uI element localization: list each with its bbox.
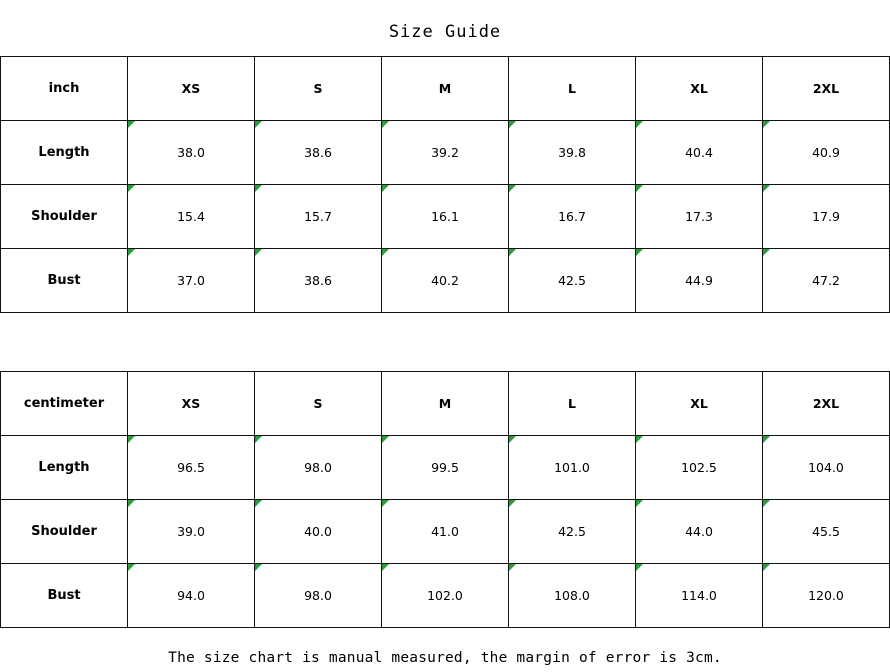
cell-length-xs: 38.0	[128, 121, 255, 185]
cell-bust-xl: 44.9	[636, 249, 763, 313]
cell-bust-xs: 94.0	[128, 564, 255, 628]
table-row	[1, 249, 890, 313]
cell-shoulder-xs: 39.0	[128, 500, 255, 564]
table-row	[1, 436, 890, 500]
cell-shoulder-xl: 17.3	[636, 185, 763, 249]
column-header-s: S	[255, 372, 382, 436]
cell-length-m: 39.2	[382, 121, 509, 185]
column-header-xl: XL	[636, 57, 763, 121]
table-separator	[0, 313, 890, 371]
cell-length-s: 98.0	[255, 436, 382, 500]
column-header-l: L	[509, 372, 636, 436]
cell-length-2xl: 104.0	[763, 436, 890, 500]
cell-shoulder-s: 40.0	[255, 500, 382, 564]
column-header-2xl: 2XL	[763, 57, 890, 121]
cell-length-xs: 96.5	[128, 436, 255, 500]
cell-shoulder-m: 16.1	[382, 185, 509, 249]
cell-shoulder-xl: 44.0	[636, 500, 763, 564]
cell-shoulder-l: 16.7	[509, 185, 636, 249]
cell-length-m: 99.5	[382, 436, 509, 500]
centimeter-size-table	[0, 371, 890, 628]
column-header-m: M	[382, 372, 509, 436]
cell-length-xl: 102.5	[636, 436, 763, 500]
table-row	[1, 500, 890, 564]
cell-bust-m: 40.2	[382, 249, 509, 313]
cell-bust-xl: 114.0	[636, 564, 763, 628]
cell-length-xl: 40.4	[636, 121, 763, 185]
column-header-xl: XL	[636, 372, 763, 436]
cell-shoulder-l: 42.5	[509, 500, 636, 564]
table-row	[1, 185, 890, 249]
cell-shoulder-2xl: 45.5	[763, 500, 890, 564]
column-header-m: M	[382, 57, 509, 121]
column-header-xs: XS	[128, 372, 255, 436]
table-header-row	[1, 372, 890, 436]
cell-bust-xs: 37.0	[128, 249, 255, 313]
column-header-2xl: 2XL	[763, 372, 890, 436]
cell-length-l: 39.8	[509, 121, 636, 185]
row-label-bust: Bust	[1, 249, 128, 313]
cell-length-2xl: 40.9	[763, 121, 890, 185]
column-header-l: L	[509, 57, 636, 121]
cell-bust-l: 42.5	[509, 249, 636, 313]
row-label-length: Length	[1, 436, 128, 500]
unit-label: inch	[1, 57, 128, 121]
table-row	[1, 121, 890, 185]
cell-length-s: 38.6	[255, 121, 382, 185]
cell-length-l: 101.0	[509, 436, 636, 500]
column-header-s: S	[255, 57, 382, 121]
inch-table-wrapper	[0, 56, 890, 313]
cell-shoulder-s: 15.7	[255, 185, 382, 249]
cell-bust-s: 98.0	[255, 564, 382, 628]
inch-size-table	[0, 56, 890, 313]
cell-bust-2xl: 120.0	[763, 564, 890, 628]
table-row	[1, 564, 890, 628]
row-label-length: Length	[1, 121, 128, 185]
unit-label: centimeter	[1, 372, 128, 436]
table-header-row	[1, 57, 890, 121]
column-header-xs: XS	[128, 57, 255, 121]
centimeter-table-wrapper	[0, 371, 890, 628]
cell-bust-m: 102.0	[382, 564, 509, 628]
cell-bust-l: 108.0	[509, 564, 636, 628]
measurement-disclaimer: The size chart is manual measured, the margin of error is 3cm.	[168, 650, 722, 666]
cell-bust-2xl: 47.2	[763, 249, 890, 313]
row-label-shoulder: Shoulder	[1, 500, 128, 564]
cell-shoulder-xs: 15.4	[128, 185, 255, 249]
row-label-shoulder: Shoulder	[1, 185, 128, 249]
cell-shoulder-m: 41.0	[382, 500, 509, 564]
page-title: Size Guide	[388, 22, 502, 42]
cell-shoulder-2xl: 17.9	[763, 185, 890, 249]
cell-bust-s: 38.6	[255, 249, 382, 313]
row-label-bust: Bust	[1, 564, 128, 628]
